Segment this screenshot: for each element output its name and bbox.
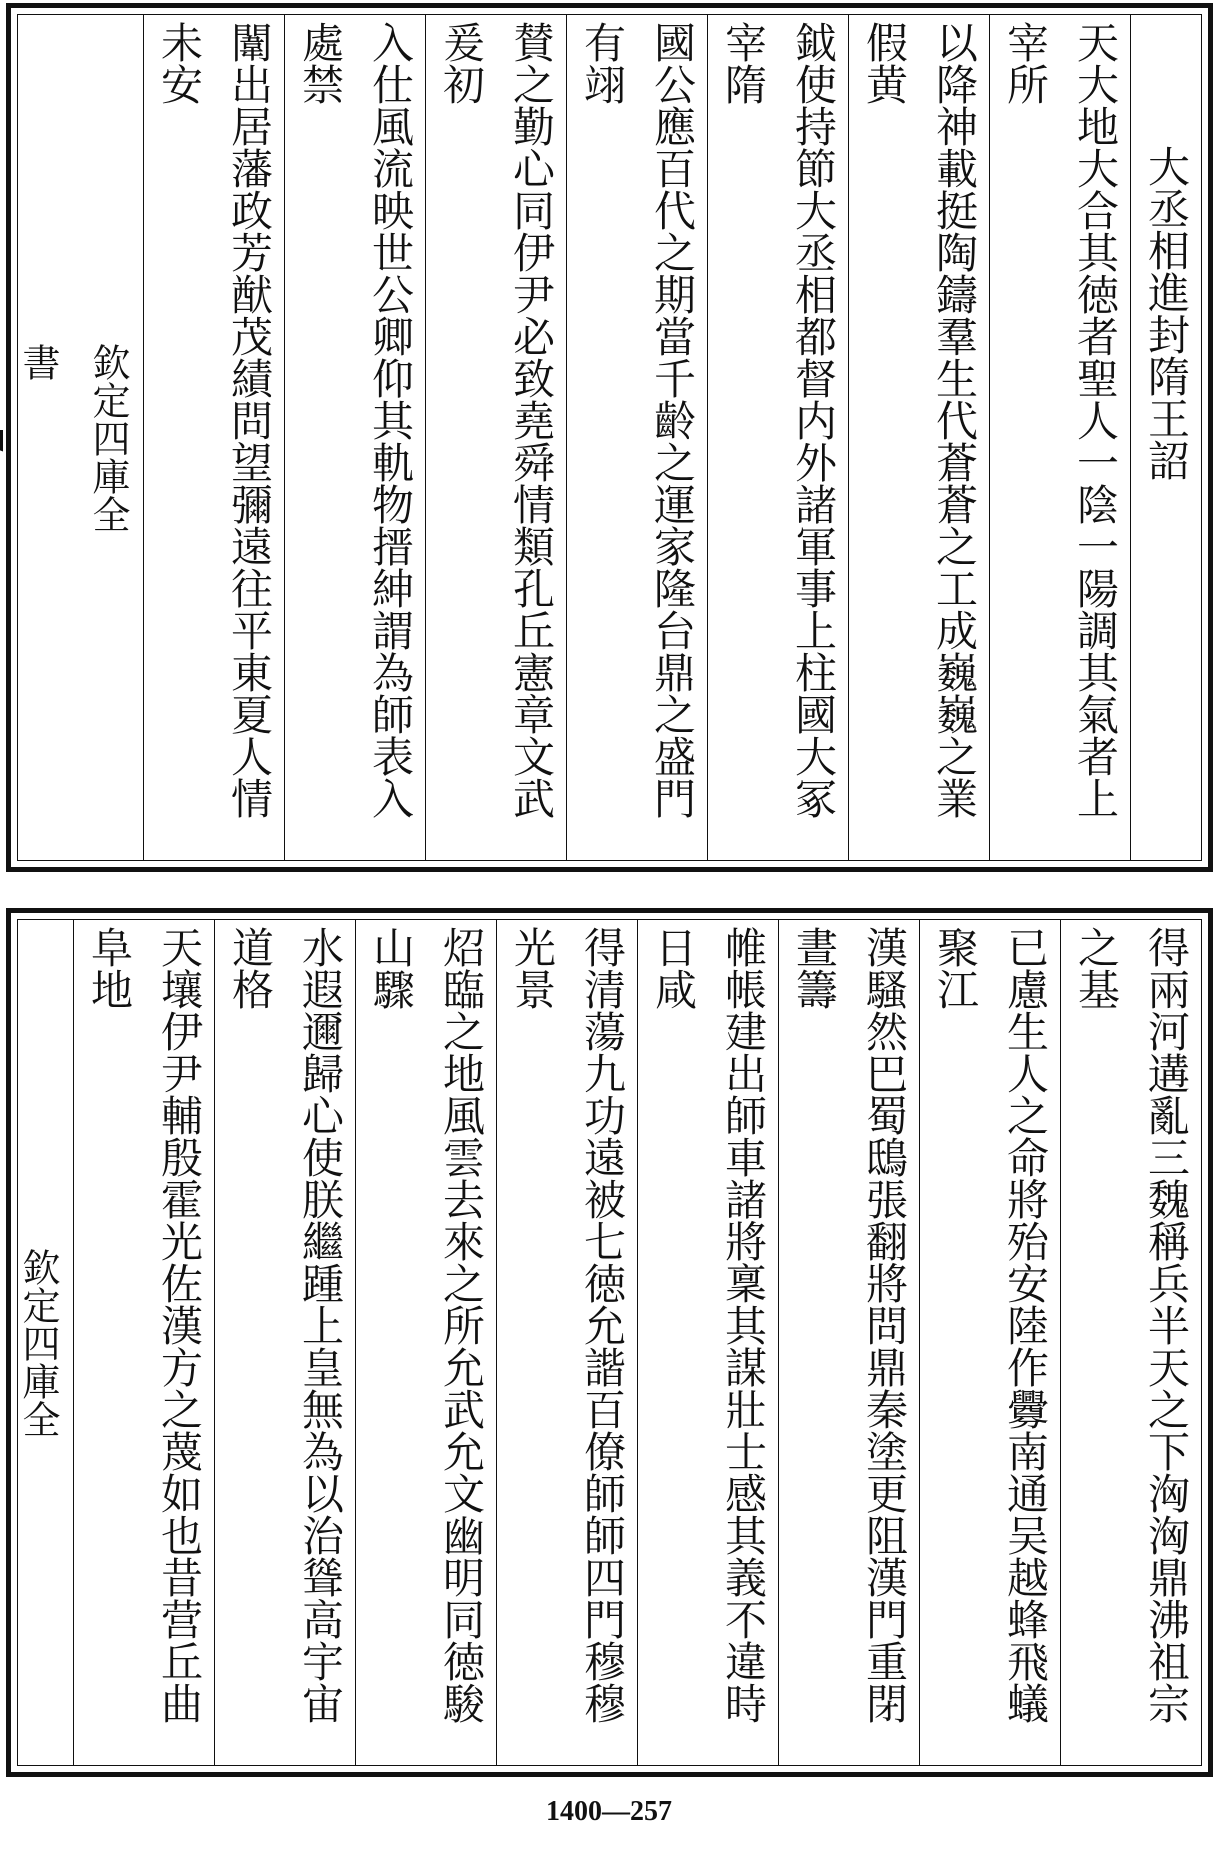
- top-page: [6, 3, 1213, 872]
- text-column: 國公應百代之期當千齡之運家隆台鼎之盛門有翊: [566, 15, 707, 860]
- top-columns: [18, 15, 1201, 860]
- text-column: 以降神載挺陶鑄羣生代蒼蒼之工成巍巍之業假黄: [848, 15, 989, 860]
- text-column-title: 大丞相進封隋王詔: [1130, 15, 1201, 860]
- collection-title: 欽定四庫全: [16, 1247, 60, 1438]
- text-column: 賛之勤心同伊尹必致堯舜情類孔丘憲章文武爰初: [425, 15, 566, 860]
- fish-tail-mark-icon: [0, 430, 3, 452]
- bottom-page-frame: [17, 919, 1202, 1766]
- text-column: 得兩河遘亂三魏稱兵半天之下洶洶鼎沸祖宗之基: [1060, 920, 1201, 1765]
- text-column: 漢騷然巴蜀鴟張翻將問鼎秦塗更阻漢門重閉晝籌: [778, 920, 919, 1765]
- text-column: 天大地大合其徳者聖人一陰一陽調其氣者上宰所: [989, 15, 1130, 860]
- bottom-page: [6, 908, 1213, 1777]
- text-column: 鉞使持節大丞相都督内外諸軍事上柱國大冢宰隋: [707, 15, 848, 860]
- center-banner: [0, 920, 73, 1765]
- text-column: 炤臨之地風雲去來之所允武允文幽明同徳駿山驟: [355, 920, 496, 1765]
- top-page-frame: [17, 14, 1202, 861]
- text-column: 得清蕩九功遠被七徳允諧百僚師師四門穆穆光景: [496, 920, 637, 1765]
- text-column: 入仕風流映世公卿仰其軌物搢紳謂為師表入處禁: [284, 15, 425, 860]
- page-code: 1400—257: [546, 1796, 672, 1827]
- text-column: 闈出居藩政芳猷茂績問望彌遠往平東夏人情未安: [143, 15, 284, 860]
- bottom-columns: [18, 920, 1201, 1765]
- text-column: 天壤伊尹輔殷霍光佐漢方之蔑如也昔营丘曲阜地: [73, 920, 214, 1765]
- collection-title: 欽定四庫全書: [16, 342, 130, 533]
- center-banner: [0, 15, 143, 860]
- text-column: 水遐邇歸心使朕繼踵上皇無為以治聳高宇宙道格: [214, 920, 355, 1765]
- text-column: 帷帳建出師車諸將稟其謀壯士感其義不違時日咸: [637, 920, 778, 1765]
- text-column: 已慮生人之命將殆安陸作釁南通吴越蜂飛蟻聚江: [919, 920, 1060, 1765]
